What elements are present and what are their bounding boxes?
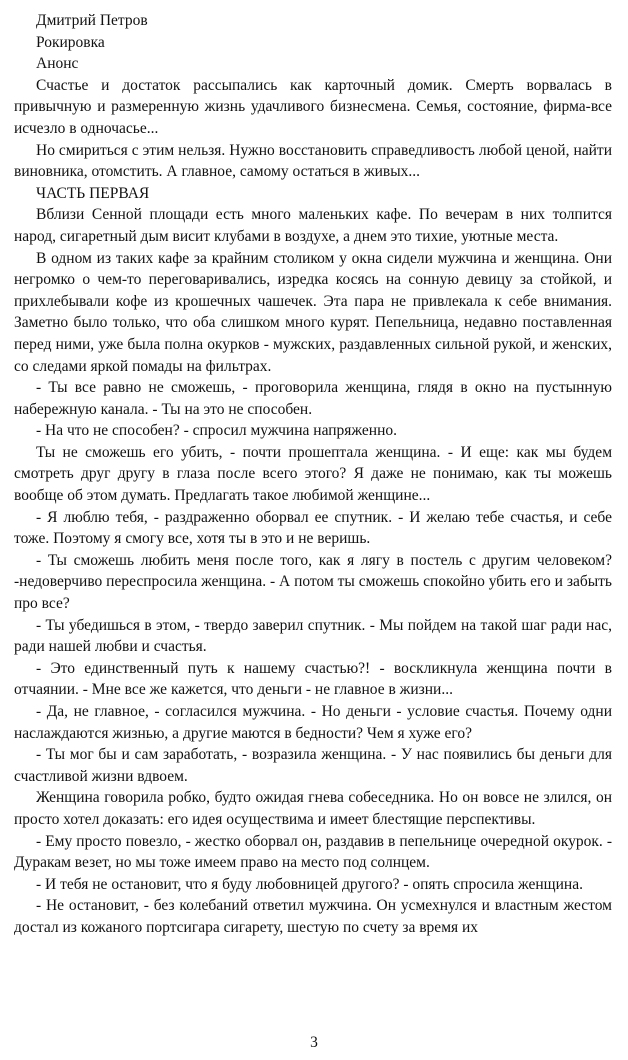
paragraph: В одном из таких кафе за крайним столиком у окна сидели мужчина и женщина. Они негромко о чем-то переговаривались, изредка косясь на сонную девицу за стойкой, и прихлебывали кофе из крошечных чашечек. Эта пара не привлекала к себе внимания. Заметно было только, что оба слишком много курят. Пепельница, недавно поставленная перед ними, уже была полна окурков - мужских, раздавленных сильной рукой, и женских, со следами яркой помады на фильтрах. — [14, 249, 612, 375]
author-name: Дмитрий Петров — [36, 12, 148, 29]
section-heading-announcement: Анонс — [36, 55, 79, 73]
paragraph: - Я люблю тебя, - раздраженно оборвал ее спутник. - И желаю тебе счастья, и себе тоже. Поэтому я смогу все, хотя ты в это и не веришь. — [14, 508, 612, 548]
paragraph: Ты не сможешь его убить, - почти прошептала женщина. - И еще: как мы будем смотреть друг другу в глаза после всего этого? Я даже не понимаю, как ты можешь вообще об этом думать. Предлагать такое любимой женщине... — [14, 443, 612, 505]
paragraph: - Ты сможешь любить меня после того, как я лягу в постель с другим человеком? -недоверчиво переспросила женщина. - А потом ты сможешь спокойно убить его и забыть про все? — [14, 551, 612, 613]
page-number: 3 — [310, 1034, 318, 1051]
paragraph: - На что не способен? - спросил мужчина напряженно. — [36, 422, 398, 440]
book-page — [14, 10, 612, 1020]
paragraph: - Ему просто повезло, - жестко оборвал он, раздавив в пепельнице очередной окурок. - Дуракам везет, но мы тоже имеем право на место под солнцем. — [14, 832, 612, 872]
paragraph: - Ты все равно не сможешь, - проговорила женщина, глядя в окно на пустынную набережную канала. - Ты на это не способен. — [14, 379, 612, 418]
paragraph: - Ты мог бы и сам заработать, - возразила женщина. - У нас появились бы деньги для счастливой жизни вдвоем. — [14, 746, 612, 785]
book-title: Рокировка — [36, 33, 105, 51]
paragraph: Счастье и достаток рассыпались как карточный домик. Смерть ворвалась в привычную и размеренную жизнь удачливого бизнесмена. Семья, состояние, фирма-все исчезло в одночасье... — [14, 76, 612, 137]
paragraph: - Не остановит, - без колебаний ответил мужчина. Он усмехнулся и властным жестом достал из кожаного портсигара сигарету, шестую по счету за время их — [14, 897, 612, 936]
paragraph: Вблизи Сенной площади есть много маленьких кафе. По вечерам в них толпится народ, сигаретный дым висит клубами в воздухе, а днем это тихие, уютные места. — [14, 206, 612, 245]
paragraph: - Да, не главное, - согласился мужчина. - Но деньги - условие счастья. Почему одни наслаждаются жизнью, а другие маются в бедности? Чем я хуже его? — [14, 703, 612, 742]
paragraph: Женщина говорила робко, будто ожидая гнева собеседника. Но он вовсе не злился, он просто хотел доказать: его идея осуществима и имеет блестящие перспективы. — [14, 789, 612, 828]
paragraph: Но смириться с этим нельзя. Нужно восстановить справедливость любой ценой, найти виновника, отомстить. А главное, самому остаться в живых... — [14, 141, 612, 181]
paragraph: - Ты убедишься в этом, - твердо заверил спутник. - Мы пойдем на такой шаг ради нас, ради нашей любви и счастья. — [14, 616, 612, 656]
paragraph: - Это единственный путь к нашему счастью?! - воскликнула женщина почти в отчаянии. - Мне все же кажется, что деньги - не главное в жизни... — [14, 659, 612, 699]
paragraph: - И тебя не остановит, что я буду любовницей другого? - опять спросила женщина. — [36, 875, 583, 893]
part-heading: ЧАСТЬ ПЕРВАЯ — [36, 184, 150, 202]
